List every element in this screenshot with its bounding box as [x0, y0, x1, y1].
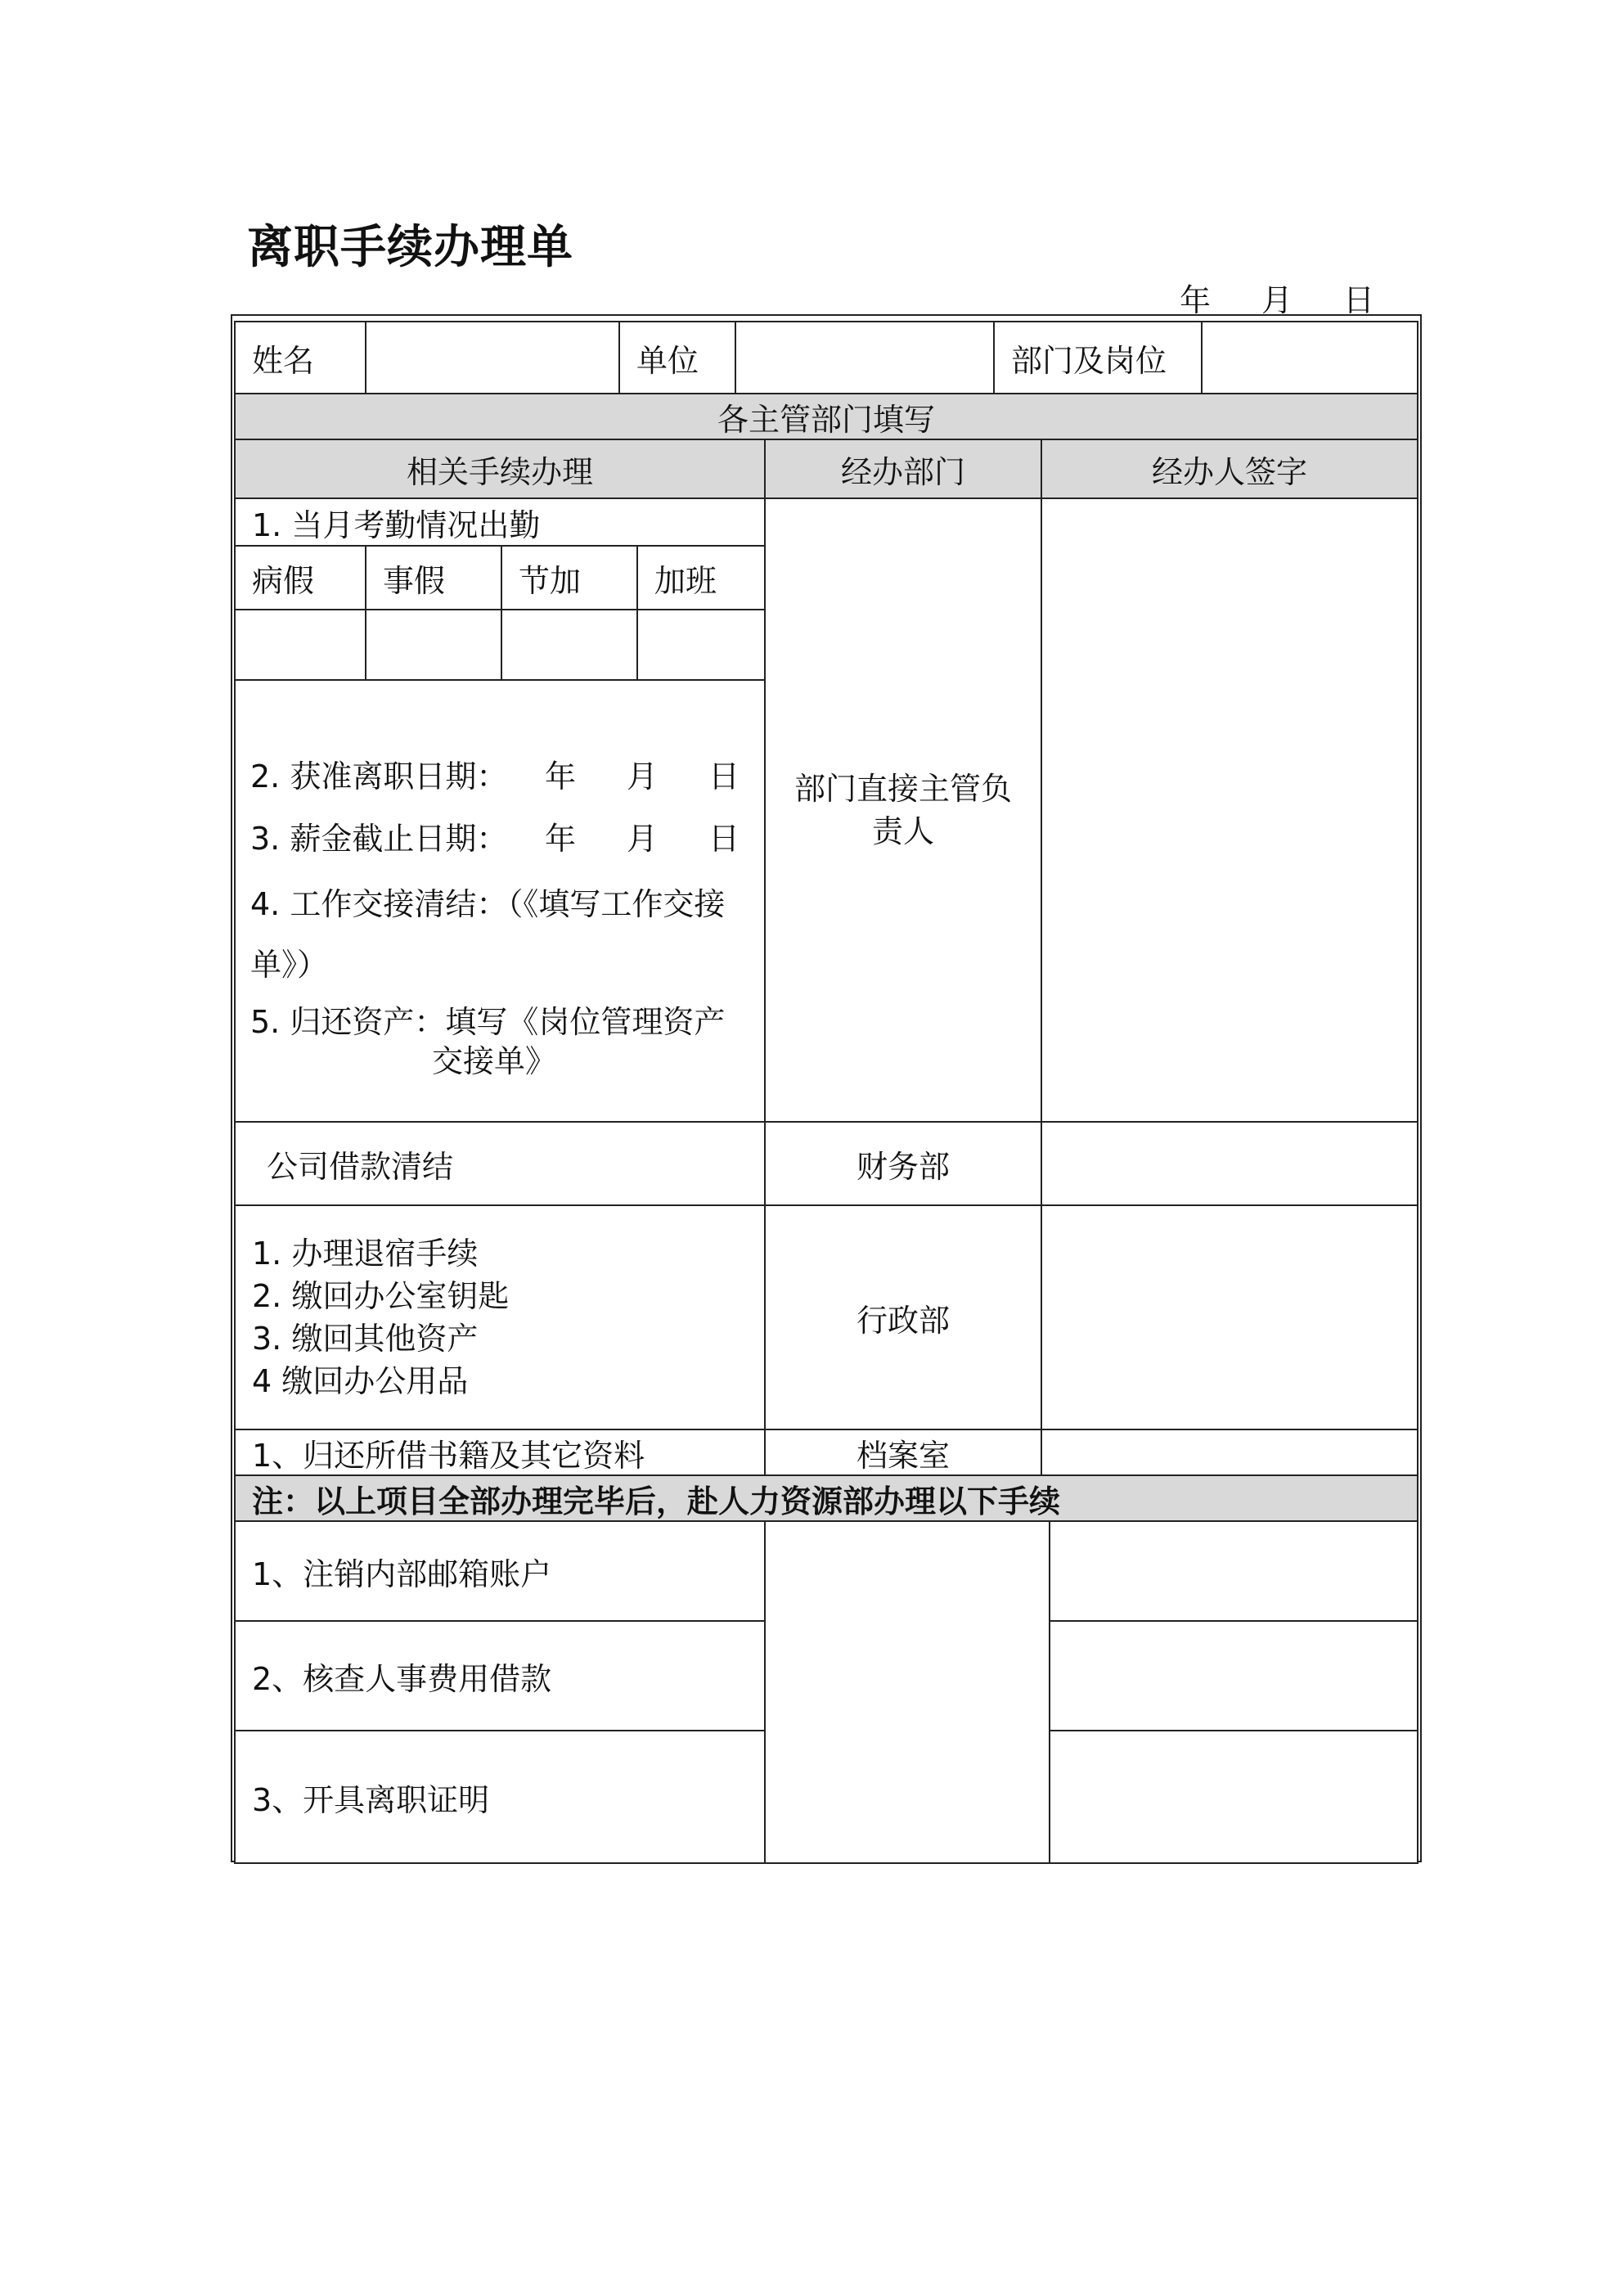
hr-signature-field-3[interactable]	[1049, 1730, 1418, 1864]
hr-item-1: 1、注销内部邮箱账户	[234, 1520, 766, 1622]
name-field[interactable]	[365, 321, 620, 394]
finance-signature-field[interactable]	[1041, 1121, 1418, 1206]
hr-item-2: 2、核查人事费用借款	[234, 1620, 766, 1731]
finance-item: 公司借款清结	[234, 1121, 766, 1206]
handover-line2: 单》）	[250, 947, 329, 983]
hr-signature-field-2[interactable]	[1049, 1620, 1418, 1731]
column-header-dept: 经办部门	[764, 439, 1042, 499]
date-year-label: 年	[1180, 282, 1212, 318]
archive-dept: 档案室	[764, 1429, 1042, 1476]
dept-position-label: 部门及岗位	[993, 321, 1203, 394]
dept-position-field[interactable]	[1201, 321, 1418, 394]
admin-item-4: 4 缴回办公用品	[252, 1363, 469, 1399]
name-label: 姓名	[234, 321, 366, 394]
admin-signature-field[interactable]	[1041, 1204, 1418, 1430]
hr-item-3: 3、开具离职证明	[234, 1730, 766, 1864]
admin-items-cell	[234, 1204, 766, 1430]
attendance-header-holiday: 节加	[501, 545, 638, 610]
handover-line1: 4. 工作交接清结：（《填写工作交接	[250, 886, 726, 922]
assets-line2: 交接单》	[432, 1043, 557, 1079]
approved-year: 年	[545, 759, 577, 795]
attendance-title	[234, 497, 766, 547]
hr-dept-field[interactable]	[764, 1520, 1050, 1864]
assets-line1: 5. 归还资产：填写《岗位管理资产	[250, 1004, 726, 1040]
attendance-header-overtime: 加班	[636, 545, 766, 610]
salary-month: 月	[627, 821, 659, 857]
archive-signature-field[interactable]	[1041, 1429, 1418, 1476]
manager-items-cell	[234, 679, 766, 1123]
unit-label: 单位	[618, 321, 736, 394]
salary-date-label: 3. 薪金截止日期：	[250, 821, 508, 857]
manager-signature-field[interactable]	[1041, 497, 1418, 1123]
hr-note: 注：以上项目全部办理完毕后，赴人力资源部办理以下手续	[234, 1474, 1418, 1522]
attendance-value-sick[interactable]	[234, 609, 366, 681]
salary-day: 日	[708, 821, 740, 857]
admin-item-1: 1. 办理退宿手续	[252, 1236, 479, 1272]
admin-item-3: 3. 缴回其他资产	[252, 1321, 479, 1357]
finance-dept: 财务部	[764, 1121, 1042, 1206]
approved-date-label: 2. 获准离职日期：	[250, 759, 508, 795]
attendance-value-personal[interactable]	[365, 609, 502, 681]
approved-day: 日	[708, 759, 740, 795]
column-header-procedures: 相关手续办理	[234, 439, 766, 499]
archive-item: 1、归还所借书籍及其它资料	[234, 1429, 766, 1476]
page-title: 离职手续办理单	[247, 221, 573, 274]
manager-dept-text: 部门直接主管负责人	[794, 771, 1012, 849]
admin-item-2: 2. 缴回办公室钥匙	[252, 1278, 510, 1314]
form-table	[231, 314, 1422, 1862]
manager-dept-cell	[764, 497, 1042, 1123]
attendance-value-holiday[interactable]	[501, 609, 638, 681]
section-header: 各主管部门填写	[234, 393, 1418, 440]
hr-signature-field-1[interactable]	[1049, 1520, 1418, 1622]
unit-field[interactable]	[735, 321, 995, 394]
approved-month: 月	[627, 759, 659, 795]
date-day-label: 日	[1343, 282, 1375, 318]
attendance-value-overtime[interactable]	[636, 609, 766, 681]
attendance-header-personal: 事假	[365, 545, 502, 610]
attendance-header-sick: 病假	[234, 545, 366, 610]
attendance-title-text: 1. 当月考勤情况出勤	[252, 506, 541, 543]
column-header-signature: 经办人签字	[1041, 439, 1418, 499]
admin-dept: 行政部	[764, 1204, 1042, 1430]
salary-year: 年	[545, 821, 577, 857]
date-month-label: 月	[1261, 282, 1293, 318]
